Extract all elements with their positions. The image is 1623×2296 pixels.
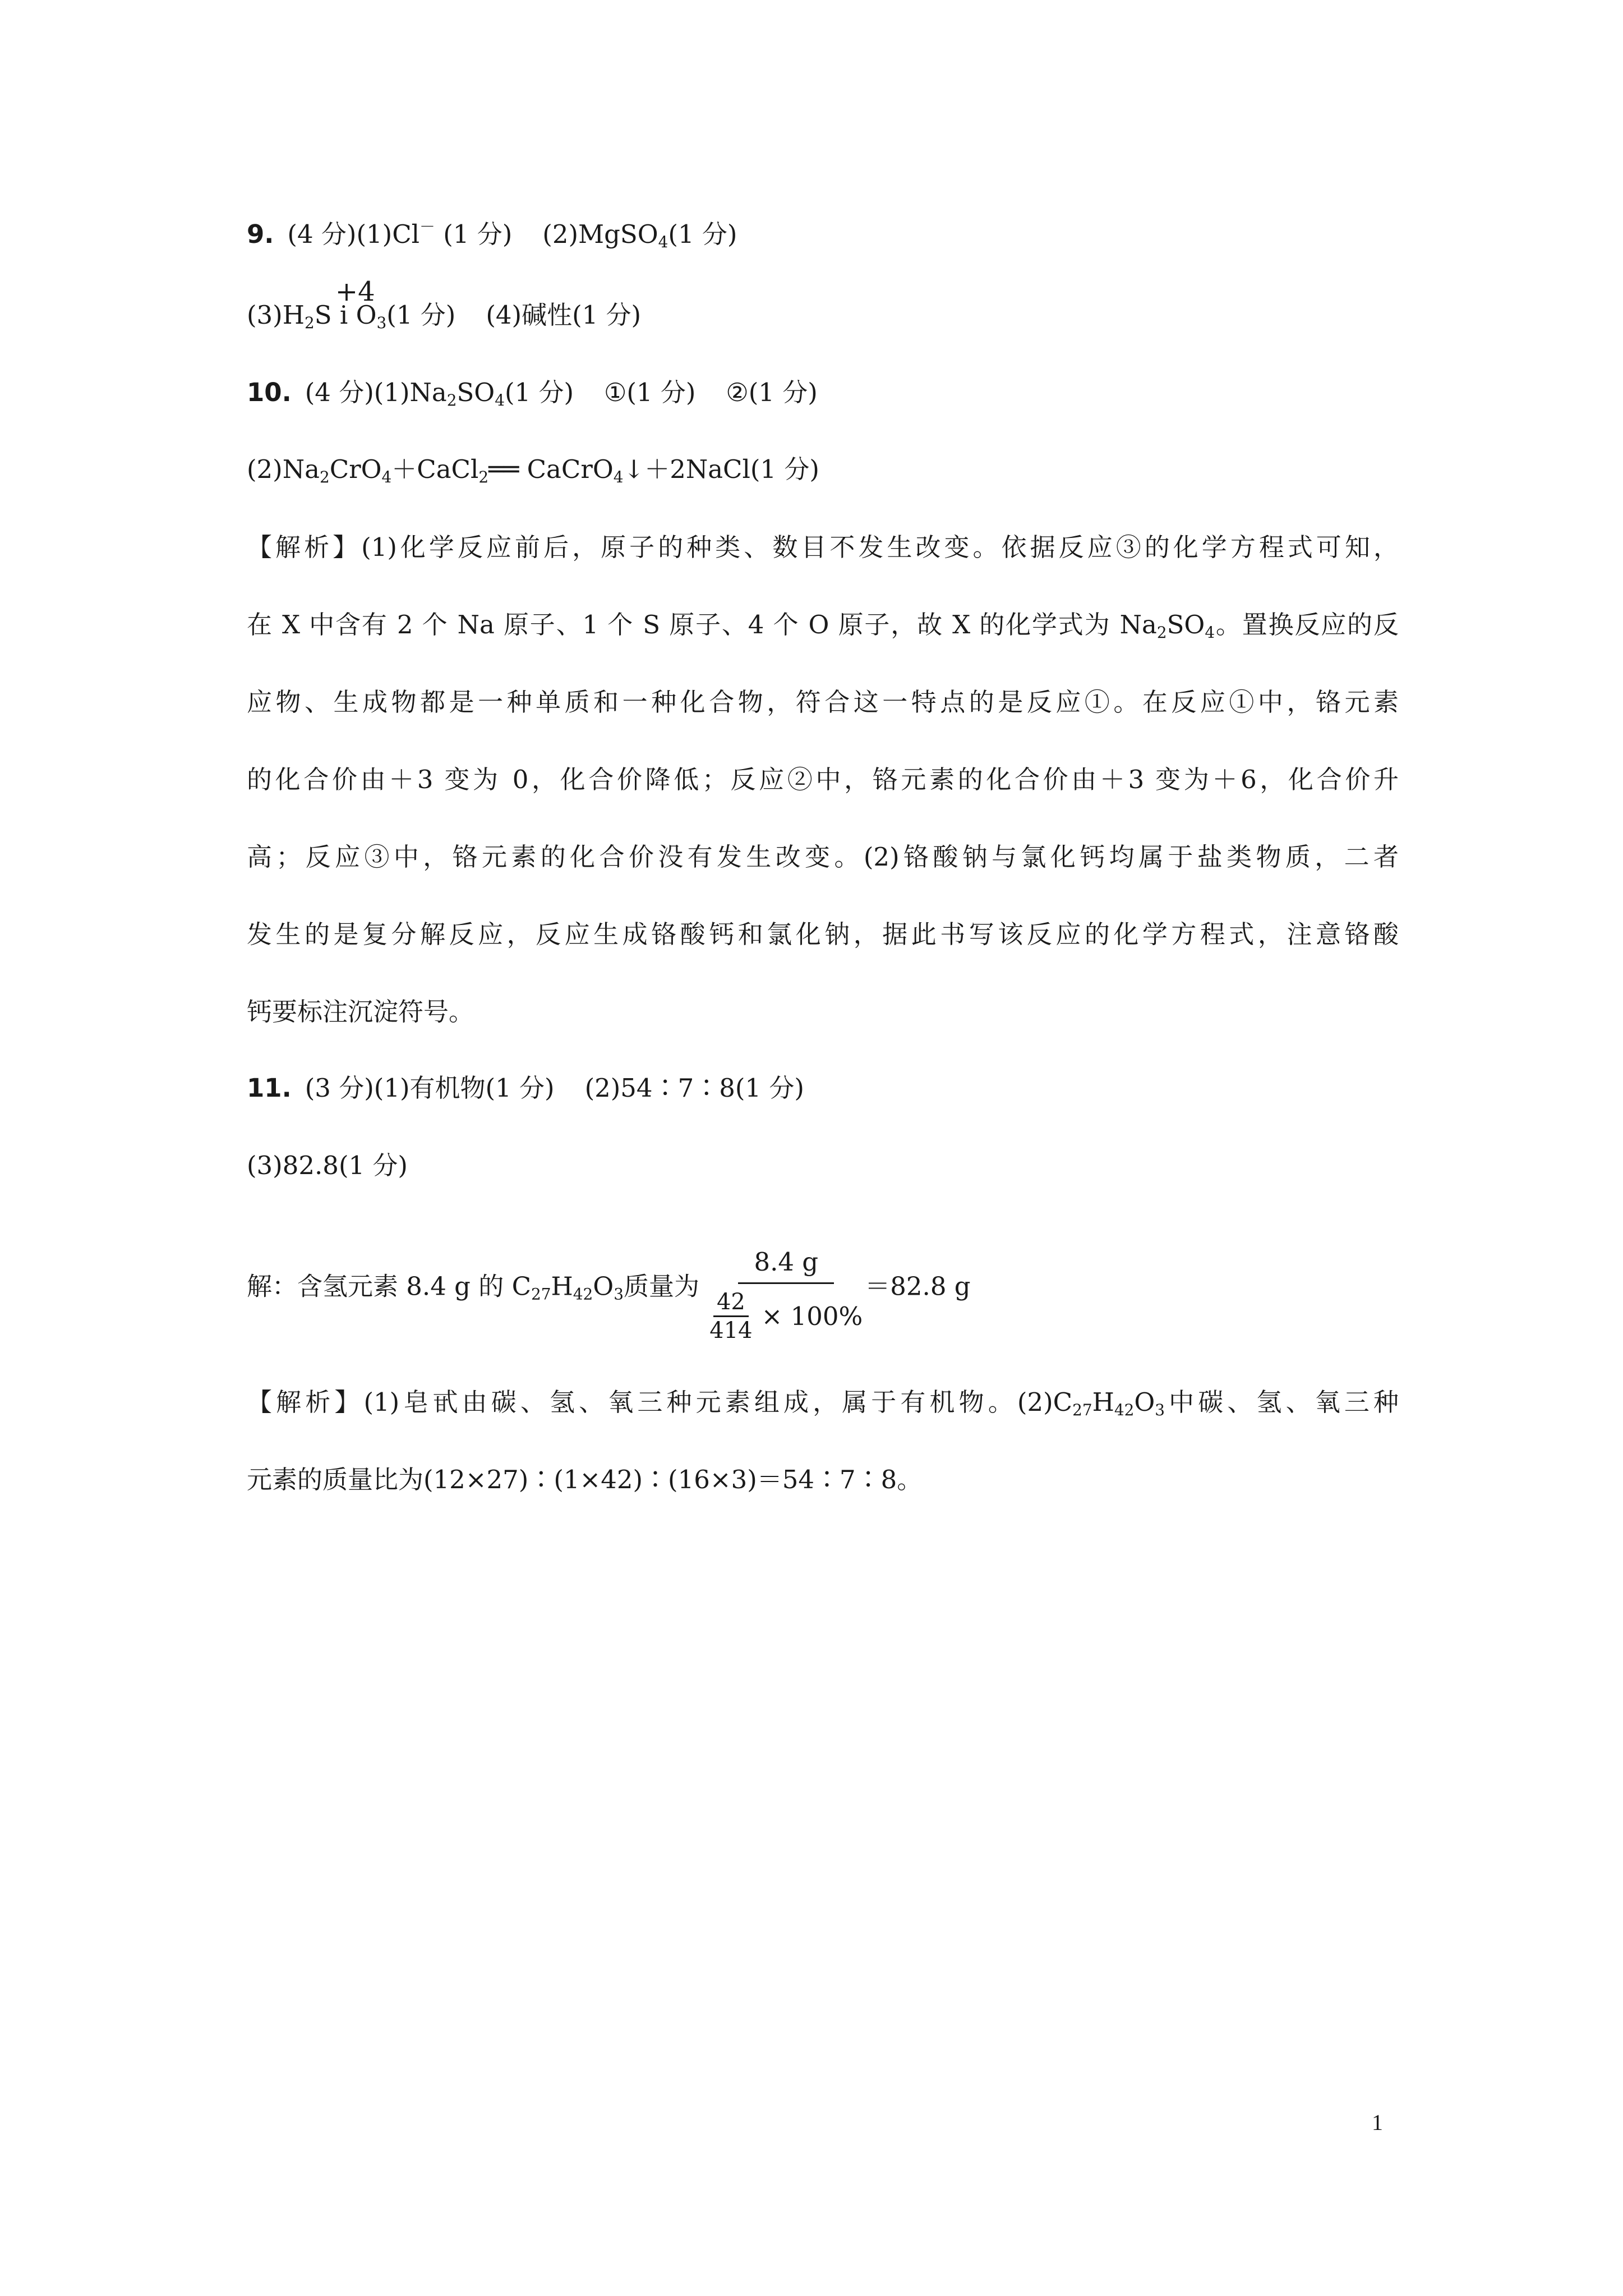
sol-b-sub: 42 — [573, 1285, 593, 1304]
q10-analysis-line-6: 发生的是复分解反应，反应生成铬酸钙和氯化钠，据此书写该反应的化学方程式，注意铬酸 — [247, 919, 1399, 949]
eq-b: CrO — [329, 454, 382, 484]
eq-d-sub: 4 — [613, 467, 624, 486]
eq-c: ＋CaCl — [391, 454, 479, 484]
q9-part3-score: (1 分) — [386, 300, 456, 330]
q11-analysis-line-2: 元素的质量比为(12×27)∶(1×42)∶(16×3)＝54∶7∶8。 — [247, 1465, 923, 1494]
q10-analysis-line-1: 【解析】(1)化学反应前后，原子的种类、数目不发生改变。依据反应③的化学方程式可知， — [247, 532, 1399, 562]
eq-d: ══ CaCrO — [488, 454, 614, 484]
q11-line-1 — [247, 1070, 1399, 1106]
q10-part1-score: (1 分) — [504, 378, 574, 407]
q10-analysis-2b: SO — [1166, 610, 1205, 639]
sol-c: O — [593, 1271, 614, 1301]
q11-analysis-sub-3: 3 — [1155, 1400, 1165, 1419]
q11-number: 11. — [247, 1073, 292, 1103]
q10-analysis-line-2 — [247, 607, 1399, 643]
q9-charge: － — [419, 217, 435, 236]
q9-number: 9. — [247, 219, 274, 249]
ratio-denominator: 414 — [709, 1318, 753, 1343]
q10-part1-a: (4 分)(1)Na — [305, 378, 447, 407]
eq-a-sub: 2 — [319, 467, 330, 486]
q11-analysis-1b: H — [1092, 1387, 1114, 1417]
q9-part3-a: (3)H — [247, 300, 305, 330]
q10-equation — [247, 452, 1399, 487]
eq-c-sub: 2 — [478, 467, 489, 486]
ratio-numerator: 42 — [713, 1289, 749, 1317]
q9-part3-sub-2: 3 — [376, 313, 387, 332]
q11-analysis-1d: 中碳、氢、氧三种 — [1165, 1387, 1399, 1417]
q10-analysis-line-5: 高；反应③中，铬元素的化合价没有发生改变。(2)铬酸钠与氯化钙均属于盐类物质，二者 — [247, 842, 1399, 872]
valence-annotation — [335, 276, 375, 333]
page-number: 1 — [1372, 2110, 1383, 2135]
q10-number: 10. — [247, 378, 292, 407]
q11-line-2: (3)82.8(1 分) — [247, 1151, 408, 1180]
q11-part2: (2)54∶7∶8(1 分) — [584, 1073, 804, 1103]
q11-solution — [247, 1240, 1399, 1343]
q9-part1: (4 分)(1)Cl — [287, 219, 420, 249]
q9-part3-sub-1: 2 — [305, 313, 315, 332]
q10-line-1 — [247, 375, 1399, 411]
q10-analysis-2a: 在 X 中含有 2 个 Na 原子、1 个 S 原子、4 个 O 原子，故 X 的化学式为 Na — [247, 610, 1157, 639]
q11-analysis-1c: O — [1134, 1387, 1155, 1417]
times-percent: × 100% — [761, 1301, 863, 1331]
sol-d: 质量为 — [623, 1271, 699, 1301]
eq-b-sub: 4 — [381, 467, 392, 486]
q11-analysis-1a: 【解析】(1)皂甙由碳、氢、氧三种元素组成，属于有机物。(2)C — [247, 1387, 1073, 1417]
eq-a: (2)Na — [247, 454, 320, 484]
q10-analysis-line-3: 应物、生成物都是一种单质和一种化合物，符合这一特点的是反应①。在反应①中，铬元素 — [247, 687, 1399, 717]
q10-sub-1: 2 — [446, 390, 457, 409]
fraction-numerator: 8.4 g — [738, 1246, 834, 1284]
q9-part2-score: (1 分) — [668, 219, 737, 249]
q10-analysis-line-4: 的化合价由＋3 变为 0，化合价降低；反应②中，铬元素的化合价由＋3 变为＋6，化合价升 — [247, 765, 1399, 794]
q10-analysis-sub-1: 2 — [1156, 623, 1167, 642]
fraction-denominator — [709, 1284, 863, 1344]
q10-part1-b: SO — [457, 378, 495, 407]
valence-mark: +4 — [335, 276, 375, 307]
q10-sub-2: 4 — [495, 390, 505, 409]
valence-letter: i — [339, 300, 348, 330]
q9-line-1 — [247, 217, 1399, 252]
sol-b: H — [551, 1271, 573, 1301]
sol-c-sub: 3 — [614, 1285, 624, 1304]
q9-part1-score: (1 分) — [435, 219, 513, 249]
q10-analysis-2c: 。置换反应的反 — [1215, 610, 1399, 639]
q11-analysis-line-1 — [247, 1384, 1399, 1420]
sol-result: ＝82.8 g — [865, 1271, 971, 1301]
q9-part2: (2)MgSO — [542, 219, 658, 249]
sol-a: 解：含氢元素 8.4 g 的 C — [247, 1271, 532, 1301]
mass-fraction — [709, 1246, 863, 1344]
q9-part4: (4)碱性(1 分) — [486, 300, 642, 330]
q11-analysis-sub-1: 27 — [1072, 1400, 1092, 1419]
q11-analysis-sub-2: 42 — [1114, 1400, 1135, 1419]
q10-answer-2: ②(1 分) — [726, 378, 818, 407]
sol-a-sub: 27 — [531, 1285, 551, 1304]
q9-part3-b: S — [314, 300, 332, 330]
q11-part1: (3 分)(1)有机物(1 分) — [305, 1073, 555, 1103]
q9-line-2 — [247, 276, 1399, 333]
mass-ratio-fraction — [709, 1289, 752, 1344]
q9-part2-sub: 4 — [658, 232, 668, 251]
q10-analysis-sub-2: 4 — [1205, 623, 1215, 642]
eq-e: ↓＋2NaCl(1 分) — [623, 454, 819, 484]
q10-answer-1: ①(1 分) — [604, 378, 696, 407]
q10-analysis-line-7: 钙要标注沉淀符号。 — [247, 997, 474, 1027]
q9-part3-c: O — [356, 300, 377, 330]
